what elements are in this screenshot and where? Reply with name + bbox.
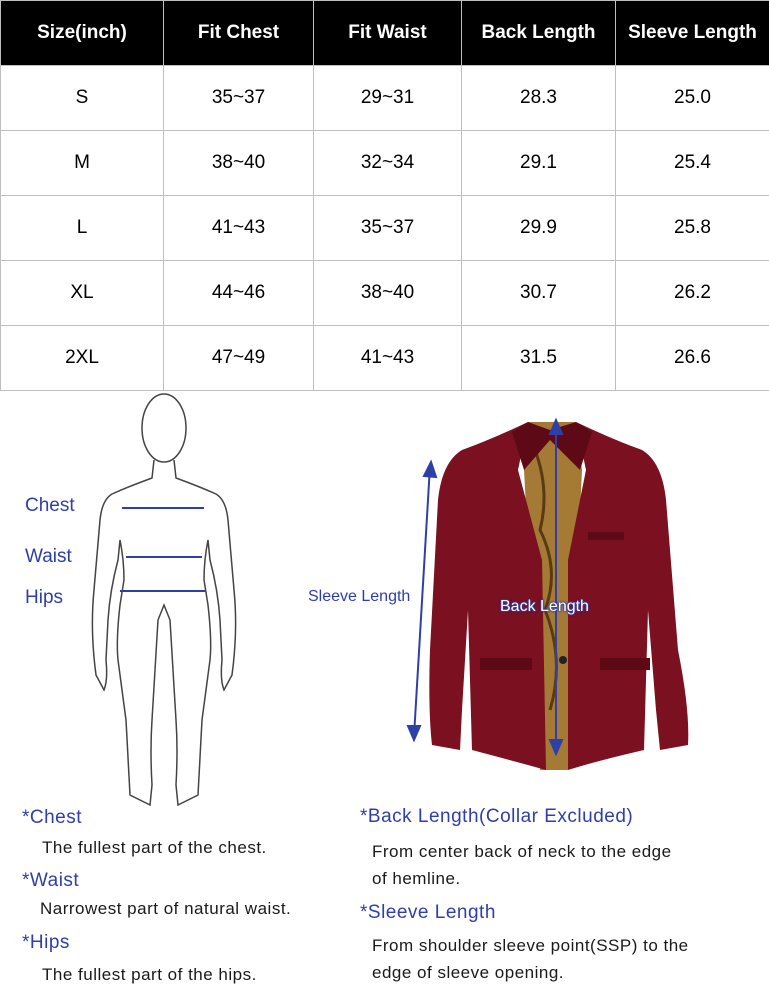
cell-fit-chest: 47~49 (164, 326, 314, 391)
chest-definition-text: The fullest part of the chest. (42, 834, 267, 861)
sleeve-length-definition-text-2: edge of sleeve opening. (372, 959, 564, 986)
cell-fit-chest: 38~40 (164, 131, 314, 196)
table-row (1, 196, 769, 261)
cell-back-length: 31.5 (462, 326, 616, 391)
waist-definition-title: *Waist (22, 870, 79, 892)
cell-fit-chest: 44~46 (164, 261, 314, 326)
cell-fit-waist: 32~34 (314, 131, 462, 196)
cell-sleeve-length: 26.2 (616, 261, 769, 326)
cell-size: S (1, 66, 164, 131)
chest-label: Chest (25, 495, 75, 517)
cell-size: XL (1, 261, 164, 326)
cell-size: M (1, 131, 164, 196)
cell-back-length: 30.7 (462, 261, 616, 326)
header-back-length: Back Length (462, 1, 616, 66)
table-row (1, 131, 769, 196)
table-row (1, 261, 769, 326)
waist-definition-text: Narrowest part of natural waist. (40, 895, 291, 922)
hips-definition-title: *Hips (22, 932, 70, 954)
cell-fit-waist: 41~43 (314, 326, 462, 391)
cell-fit-waist: 29~31 (314, 66, 462, 131)
hips-definition-text: The fullest part of the hips. (42, 961, 257, 988)
cell-fit-chest: 35~37 (164, 66, 314, 131)
jacket-right-pocket (600, 658, 650, 670)
jacket-image (400, 410, 700, 780)
body-torso-outline (92, 460, 235, 805)
table-row (1, 326, 769, 391)
cell-fit-waist: 38~40 (314, 261, 462, 326)
table-header-row (1, 1, 769, 66)
sleeve-length-arrow (414, 466, 430, 736)
table-row (1, 66, 769, 131)
cell-back-length: 29.9 (462, 196, 616, 261)
sleeve-length-definition-title: *Sleeve Length (360, 902, 496, 924)
sleeve-length-definition-text-1: From shoulder sleeve point(SSP) to the (372, 932, 689, 959)
size-chart-table (0, 0, 769, 391)
back-length-definition-title: *Back Length(Collar Excluded) (360, 806, 633, 828)
header-fit-waist: Fit Waist (314, 1, 462, 66)
cell-sleeve-length: 25.8 (616, 196, 769, 261)
cell-sleeve-length: 25.4 (616, 131, 769, 196)
body-head (142, 394, 186, 462)
cell-back-length: 29.1 (462, 131, 616, 196)
back-length-definition-text-1: From center back of neck to the edge (372, 838, 672, 865)
jacket-chest-pocket (588, 532, 624, 540)
jacket-right-panel (568, 422, 688, 770)
back-length-definition-text-2: of hemline. (372, 865, 461, 892)
cell-size: 2XL (1, 326, 164, 391)
cell-size: L (1, 196, 164, 261)
cell-fit-waist: 35~37 (314, 196, 462, 261)
cell-fit-chest: 41~43 (164, 196, 314, 261)
jacket-left-pocket (480, 658, 532, 670)
cell-back-length: 28.3 (462, 66, 616, 131)
cell-sleeve-length: 25.0 (616, 66, 769, 131)
body-outline-diagram (80, 390, 260, 810)
cell-sleeve-length: 26.6 (616, 326, 769, 391)
hips-label: Hips (25, 587, 63, 609)
header-sleeve-length: Sleeve Length (616, 1, 769, 66)
sleeve-length-label: Sleeve Length (308, 588, 410, 606)
header-fit-chest: Fit Chest (164, 1, 314, 66)
jacket-button (559, 656, 567, 664)
back-length-label: Back Length (500, 598, 589, 616)
chest-definition-title: *Chest (22, 807, 82, 829)
header-size: Size(inch) (1, 1, 164, 66)
waist-label: Waist (25, 546, 72, 568)
